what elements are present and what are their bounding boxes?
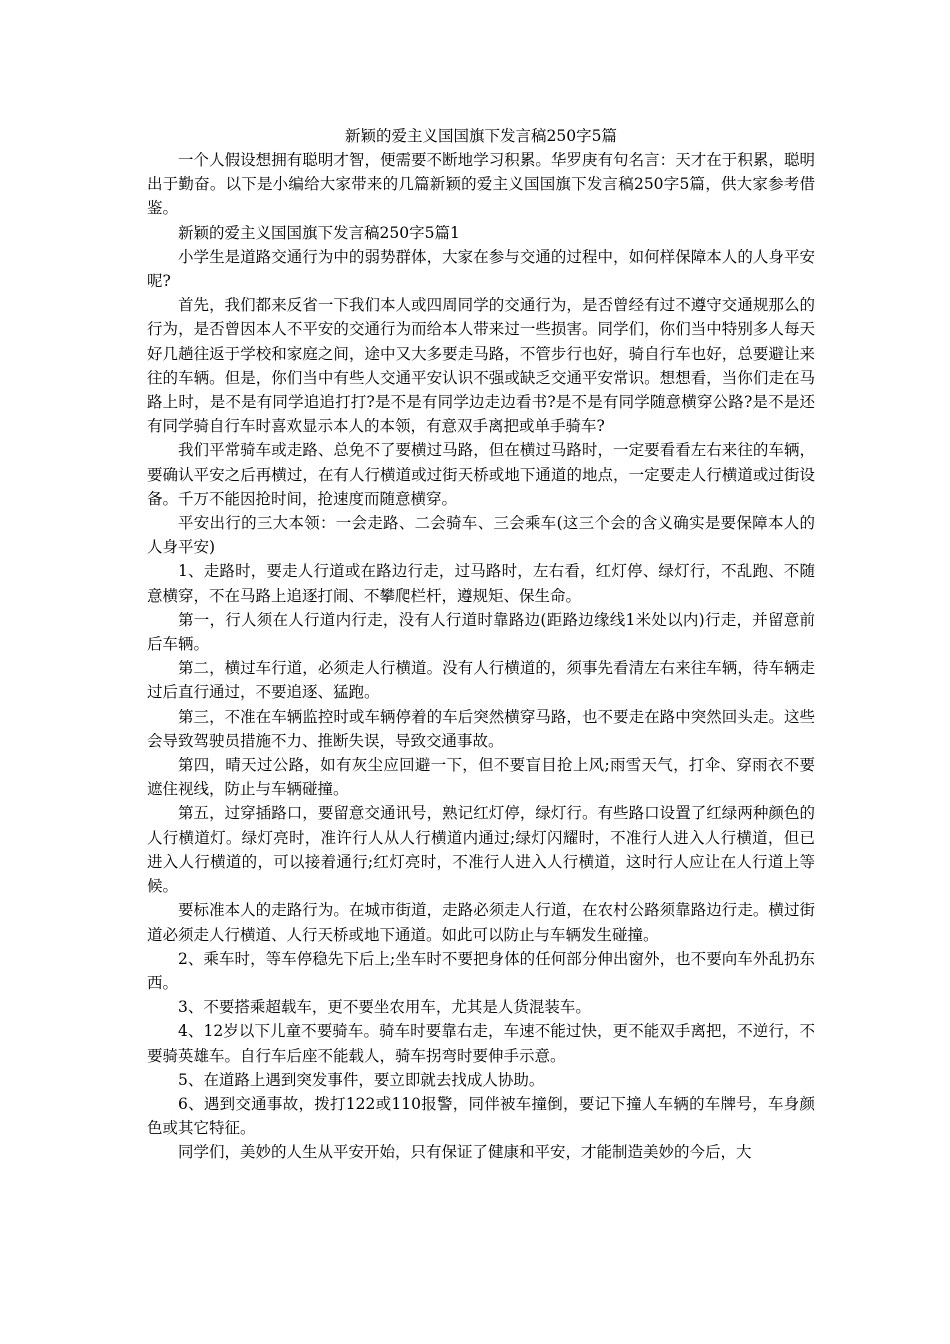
paragraph: 平安出行的三大本领：一会走路、二会骑车、三会乘车(这三个会的含义确实是要保障本人的人身平安) [147,514,815,557]
document-title: 新颖的爱主义国国旗下发言稿250字5篇 [345,127,617,145]
paragraph: 小学生是道路交通行为中的弱势群体，大家在参与交通的过程中，如何样保障本人的人身平安呢? [147,247,815,291]
paragraph: 4、12岁以下儿童不要骑车。骑车时要靠右走，车速不能过快，更不能双手离把，不逆行，不要骑英雄车。自行车后座不能载人，骑车拐弯时要伸手示意。 [147,1022,815,1065]
paragraph: 第三，不准在车辆监控时或车辆停着的车后突然横穿马路，也不要走在路中突然回头走。这些会导致驾驶员措施不力、推断失误，导致交通事故。 [147,707,815,750]
paragraph: 3、不要搭乘超载车，更不要坐农用车，尤其是人货混装车。 [178,998,591,1017]
paragraph: 第四，晴天过公路，如有灰尘应回避一下，但不要盲目抢上风;雨雪天气，打伞、穿雨衣不要遮住视线，防止与车辆碰撞。 [147,756,815,799]
paragraph: 第二，横过车行道，必须走人行横道。没有人行横道的，须事先看清左右来往车辆，待车辆走过后直行通过，不要追逐、猛跑。 [147,659,815,702]
paragraph: 6、遇到交通事故，拨打122或110报警，同伴被车撞倒，要记下撞人车辆的车牌号，车身颜色或其它特征。 [147,1094,815,1138]
paragraph: 5、在道路上遇到突发事件，要立即就去找成人协助。 [178,1070,545,1089]
paragraph: 要标准本人的走路行为。在城市街道，走路必须走人行道，在农村公路须靠路边行走。横过街道必须走人行横道、人行天桥或地下通道。如此可以防止与车辆发生碰撞。 [147,901,815,944]
paragraph: 一个人假设想拥有聪明才智，便需要不断地学习积累。华罗庚有句名言：天才在于积累，聪明出于勤奋。以下是小编给大家带来的几篇新颖的爱主义国国旗下发言稿250字5篇，供大家参考借鉴。 [147,151,815,218]
paragraph: 第五，过穿插路口，要留意交通讯号，熟记红灯停，绿灯行。有些路口设置了红绿两种颜色的人行横道灯。绿灯亮时，准许行人从人行横道内通过;绿灯闪耀时，不准行人进入人行横道，但已进入人行横道的，可以接着通行;红灯亮时，不准行人进入人行横道，这时行人应让在人行道上等候。 [147,804,815,896]
paragraph: 同学们，美妙的人生从平安开始，只有保证了健康和平安，才能制造美妙的今后，大 [178,1143,752,1162]
paragraph: 第一，行人须在人行道内行走，没有人行道时靠路边(距路边缘线1米处以内)行走，并留意前后车辆。 [147,610,815,654]
document-page [147,124,815,1165]
paragraph: 我们平常骑车或走路、总免不了要横过马路，但在横过马路时，一定要看看左右来往的车辆，要确认平安之后再横过，在有人行横道或过街天桥或地下通道的地点，一定要走人行横道或过街设备。千万不能因抢时间，抢速度而随意横穿。 [147,441,815,508]
paragraph: 首先，我们都来反省一下我们本人或四周同学的交通行为，是否曾经有过不遵守交通规那么的行为，是否曾因本人不平安的交通行为而给本人带来过一些损害。同学们，你们当中特别多人每天好几趟往返于学校和家庭之间，途中又大多要走马路，不管步行也好，骑自行车也好，总要避让来往的车辆。但是，你们当中有些人交通平安认识不强或缺乏交通平安常识。想想看，当你们走在马路上时，是不是有同学追追打打?是不是有同学边走边看书?是不是有同学随意横穿公路?是不是还有同学骑自行车时喜欢显示本人的本领，有意双手离把或单手骑车? [147,296,815,436]
section-heading: 新颖的爱主义国国旗下发言稿250字5篇1 [178,223,460,242]
paragraph: 2、乘车时，等车停稳先下后上;坐车时不要把身体的任何部分伸出窗外，也不要向车外乱扔东西。 [147,949,815,992]
paragraph: 1、走路时，要走人行道或在路边行走，过马路时，左右看，红灯停、绿灯行，不乱跑、不随意横穿，不在马路上追逐打闹、不攀爬栏杆，遵规矩、保生命。 [147,562,815,605]
